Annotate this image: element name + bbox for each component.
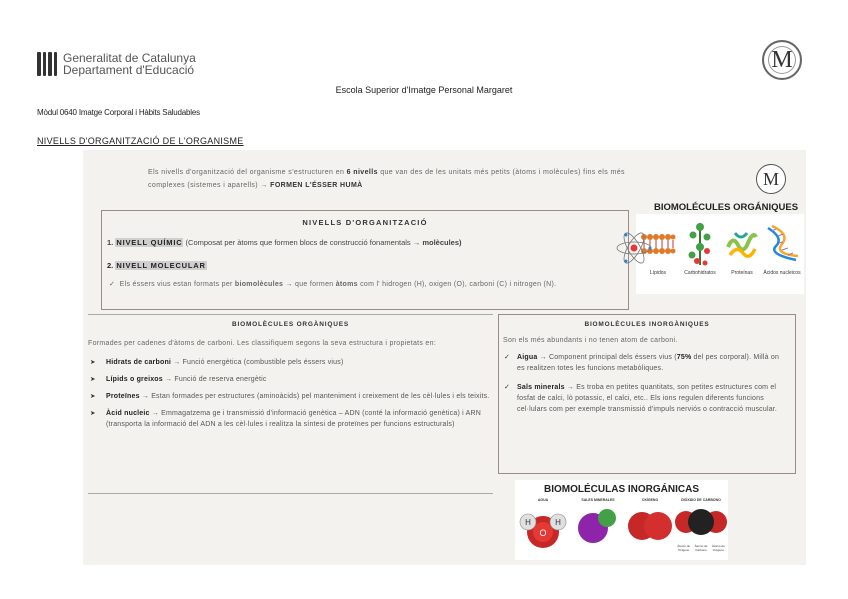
- gencat-text: [63, 52, 196, 76]
- level-1: 1. NIVELL QUÍMIC (Composat per àtoms que formen blocs de construcció fonamentals → molècules): [107, 238, 462, 247]
- gencat-line1: Generalitat de Catalunya: [63, 51, 196, 65]
- co2-label: DIÓXIDO DE CARBONO: [681, 498, 721, 502]
- mineral-salts: [573, 498, 623, 551]
- mineral-salts-label: SALES MINERALES: [581, 498, 615, 502]
- list-item: ➤ Proteïnes → Estan formades per estructures (aminoàcids) pel manteniment i creixement de les cèl·lules i els teixits.: [88, 391, 493, 402]
- svg-text:H: H: [555, 518, 561, 527]
- school-name: Escola Superior d'Imatge Personal Margaret: [335, 85, 513, 95]
- list-item: ➤ Àcid nucleic → Emmagatzema ge i transmissió d'informació genètica – ADN (conté la informació genètica) i ARN (transporta la informació del ADN a les cèl·lules i realitza la síntesi de proteïnes per funcions estructurals): [88, 408, 493, 430]
- co2-molecule: [675, 498, 727, 552]
- school-seal-icon: M: [762, 40, 802, 80]
- oxygen-label: OXÍGENO: [641, 498, 659, 502]
- nucleic-acids-item: [762, 218, 802, 276]
- inorganic-title: BIOMOLÈCULES INORGÀNIQUES: [584, 321, 710, 328]
- list-item: ➤ Hidrats de carboni → Funció energètica (combustible pels éssers vius): [88, 357, 493, 368]
- section-title: NIVELLS D'ORGANITZACIÓ DE L'ORGANISME: [37, 136, 244, 146]
- bio-org-panel-title: BIOMOLÉCULES ORGÁNIQUES: [653, 202, 799, 213]
- gencat-header: [37, 52, 196, 76]
- organic-intro: Formades per cadenes d'àtoms de carboni. Les classifiquem segons la seva estructura i propietats en:: [88, 340, 437, 347]
- mineral-salts-icon: [573, 502, 623, 546]
- oxygen-molecule: [627, 498, 673, 551]
- levels-box: [101, 210, 629, 310]
- gencat-line2: Departament d'Educació: [63, 63, 195, 77]
- slide-intro: Els nivells d'organització del organisme s'estructuren en 6 nivells que van des de les unitats més petits (àtoms i molècules) fins els més complexes (sistemes i aparells) → FORMEN L'ÉSSER HUMÀ: [148, 169, 625, 189]
- inorganic-panel-title: BIOMOLÉCULAS INORGÁNICAS: [544, 484, 699, 495]
- level-1-label: NIVELL QUÍMIC: [116, 238, 183, 247]
- water-label: AGUA: [537, 498, 549, 502]
- proteins-item: [722, 218, 762, 276]
- water-molecule: [519, 498, 567, 559]
- proteins-label: Proteínas: [731, 270, 753, 276]
- atom-icon: [615, 229, 653, 267]
- inorganic-list: [499, 352, 795, 415]
- dna-icon: [764, 224, 800, 264]
- inorganic-column: [498, 314, 796, 474]
- levels-title: NIVELLS D'ORGANITZACIÓ: [302, 218, 428, 227]
- oxygen-icon: [627, 502, 673, 546]
- level-2: 2. NIVELL MOLECULAR: [107, 261, 206, 270]
- carbohydrate-icon: [685, 221, 715, 267]
- list-item: ➤ Lípids o greixos → Funció de reserva energètic: [88, 374, 493, 385]
- level-2-note: ✓ Els éssers vius estan formats per biomolècules → que formen àtoms com l' hidrogen (H), oxigen (O), carboni (C) i nitrogen (N).: [109, 281, 557, 288]
- lipids-label: Lípidos: [649, 270, 667, 276]
- module-name: Mòdul 0640 Imatge Corporal i Hàbits Saludables: [37, 108, 200, 117]
- svg-text:H: H: [525, 518, 531, 527]
- gencat-logo-icon: [37, 52, 57, 76]
- list-item: ✓ Sals minerals → Es troba en petites quantitats, son petites estructures com el fosfat de calci, lò potassic, el calci, etc.. Els ions regulen diferents funcions cel·lulars com per exemple transmissió d'impuls nerviós o contracció muscular.: [499, 382, 795, 415]
- carbohydrates-item: [680, 218, 720, 276]
- inorganic-intro: Son els més abundants i no tenen atom de carboni.: [503, 337, 678, 344]
- co2-atom-labels: Átomo de Oxígeno Átomo de Carbono Átomo de Oxígeno: [677, 544, 725, 552]
- slide-image: [83, 150, 806, 565]
- divider: [88, 493, 493, 494]
- carbohydrates-label: Carbohidratos: [684, 270, 716, 276]
- inorganic-panel: [515, 480, 728, 560]
- list-item: ✓ Aigua → Component principal dels éssers vius (75% del pes corporal). Millà on es realitzen totes les funcions metabòliques.: [499, 352, 795, 374]
- water-icon: [519, 502, 567, 554]
- protein-icon: [725, 227, 759, 261]
- organic-title: BIOMOLÈCULES ORGÀNIQUES: [232, 321, 349, 328]
- organic-list: [88, 357, 493, 430]
- bio-org-panel: [636, 214, 804, 294]
- organic-column: [88, 314, 493, 492]
- svg-text:O: O: [539, 528, 547, 538]
- nucleic-acids-label: Ácidos nucleicos: [763, 270, 801, 276]
- co2-icon: [675, 502, 727, 540]
- slide-seal-icon: M: [756, 164, 786, 194]
- level-2-label: NIVELL MOLECULAR: [116, 261, 206, 270]
